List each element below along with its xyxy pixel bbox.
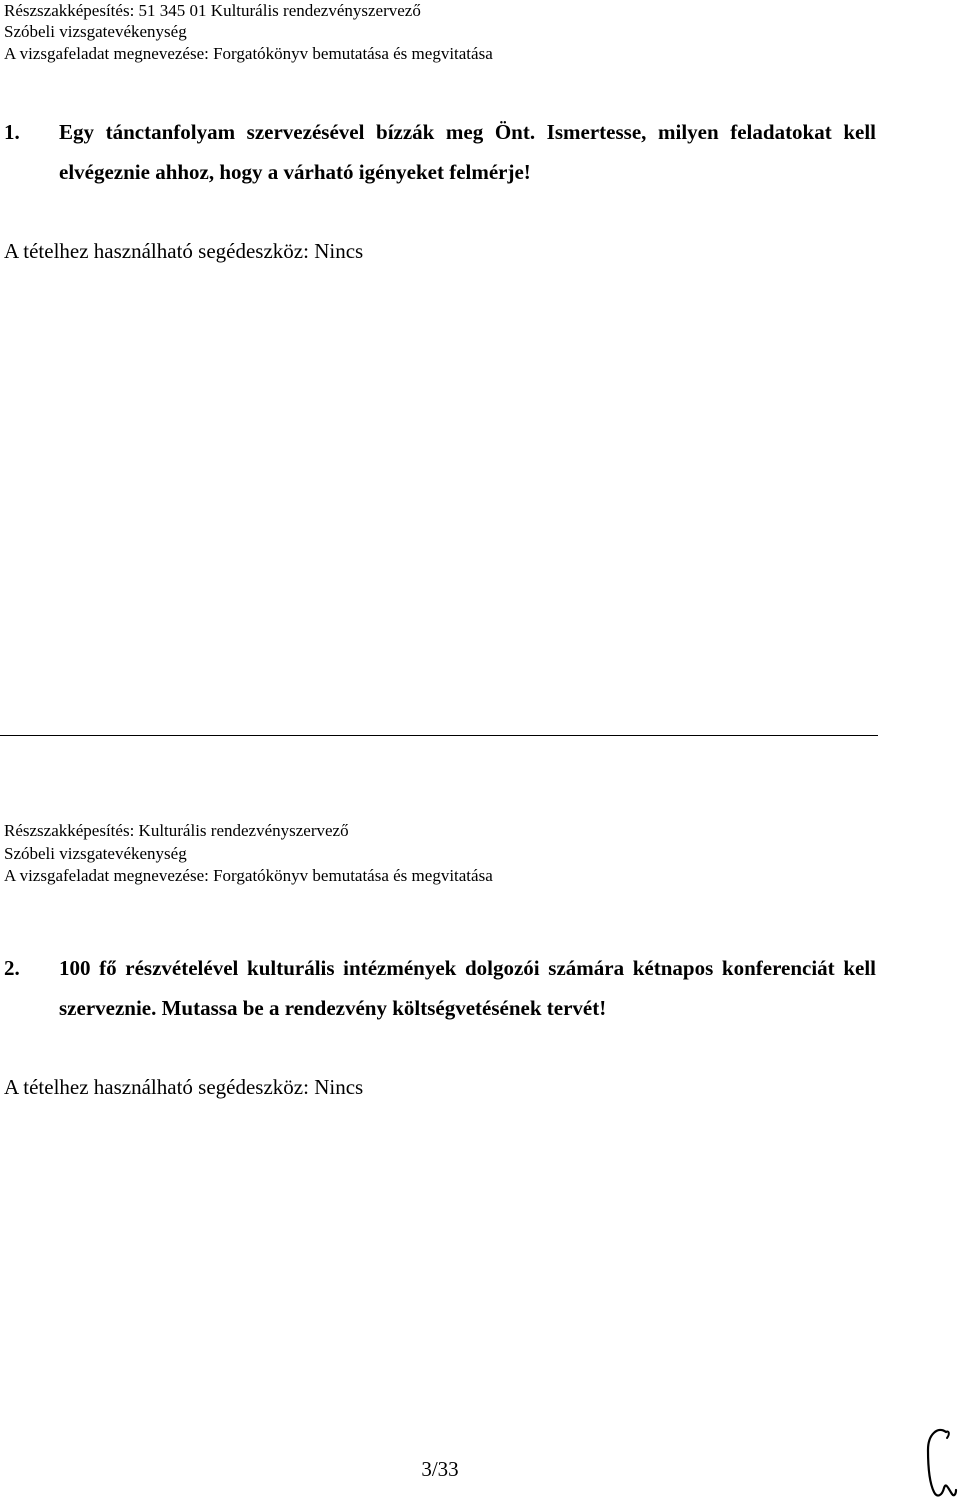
question-2-text: 100 fő részvételével kulturális intézmények dolgozói számára kétnapos konferenciát kell szerveznie. Mutassa be a rendezvény költségvetésének tervét! xyxy=(59,956,876,1020)
task-name-line-1: A vizsgafeladat megnevezése: Forgatókönyv bemutatása és megvitatása xyxy=(4,44,493,63)
page-divider xyxy=(0,735,878,736)
qualification-line-1: Részszakképesítés: 51 345 01 Kulturális rendezvényszervező xyxy=(4,1,421,20)
signature-icon xyxy=(916,1422,960,1500)
qualification-line-2: Részszakképesítés: Kulturális rendezvényszervező xyxy=(4,821,349,840)
question-2-number: 2. xyxy=(4,956,20,980)
aid-line-1: A tételhez használható segédeszköz: Nincs xyxy=(4,239,364,263)
aid-line-2: A tételhez használható segédeszköz: Nincs xyxy=(4,1075,364,1099)
page-number: 3/33 xyxy=(421,1457,459,1481)
question-1 xyxy=(4,112,876,192)
question-1-text: Egy tánctanfolyam szervezésével bízzák meg Önt. Ismertesse, milyen feladatokat kell elvégeznie ahhoz, hogy a várható igényeket felmérje! xyxy=(59,120,876,184)
task-name-line-2: A vizsgafeladat megnevezése: Forgatókönyv bemutatása és megvitatása xyxy=(4,866,493,885)
activity-line-2: Szóbeli vizsgatevékenység xyxy=(4,844,187,863)
question-2 xyxy=(4,948,876,1028)
activity-line-1: Szóbeli vizsgatevékenység xyxy=(4,22,187,41)
question-1-number: 1. xyxy=(4,120,20,144)
